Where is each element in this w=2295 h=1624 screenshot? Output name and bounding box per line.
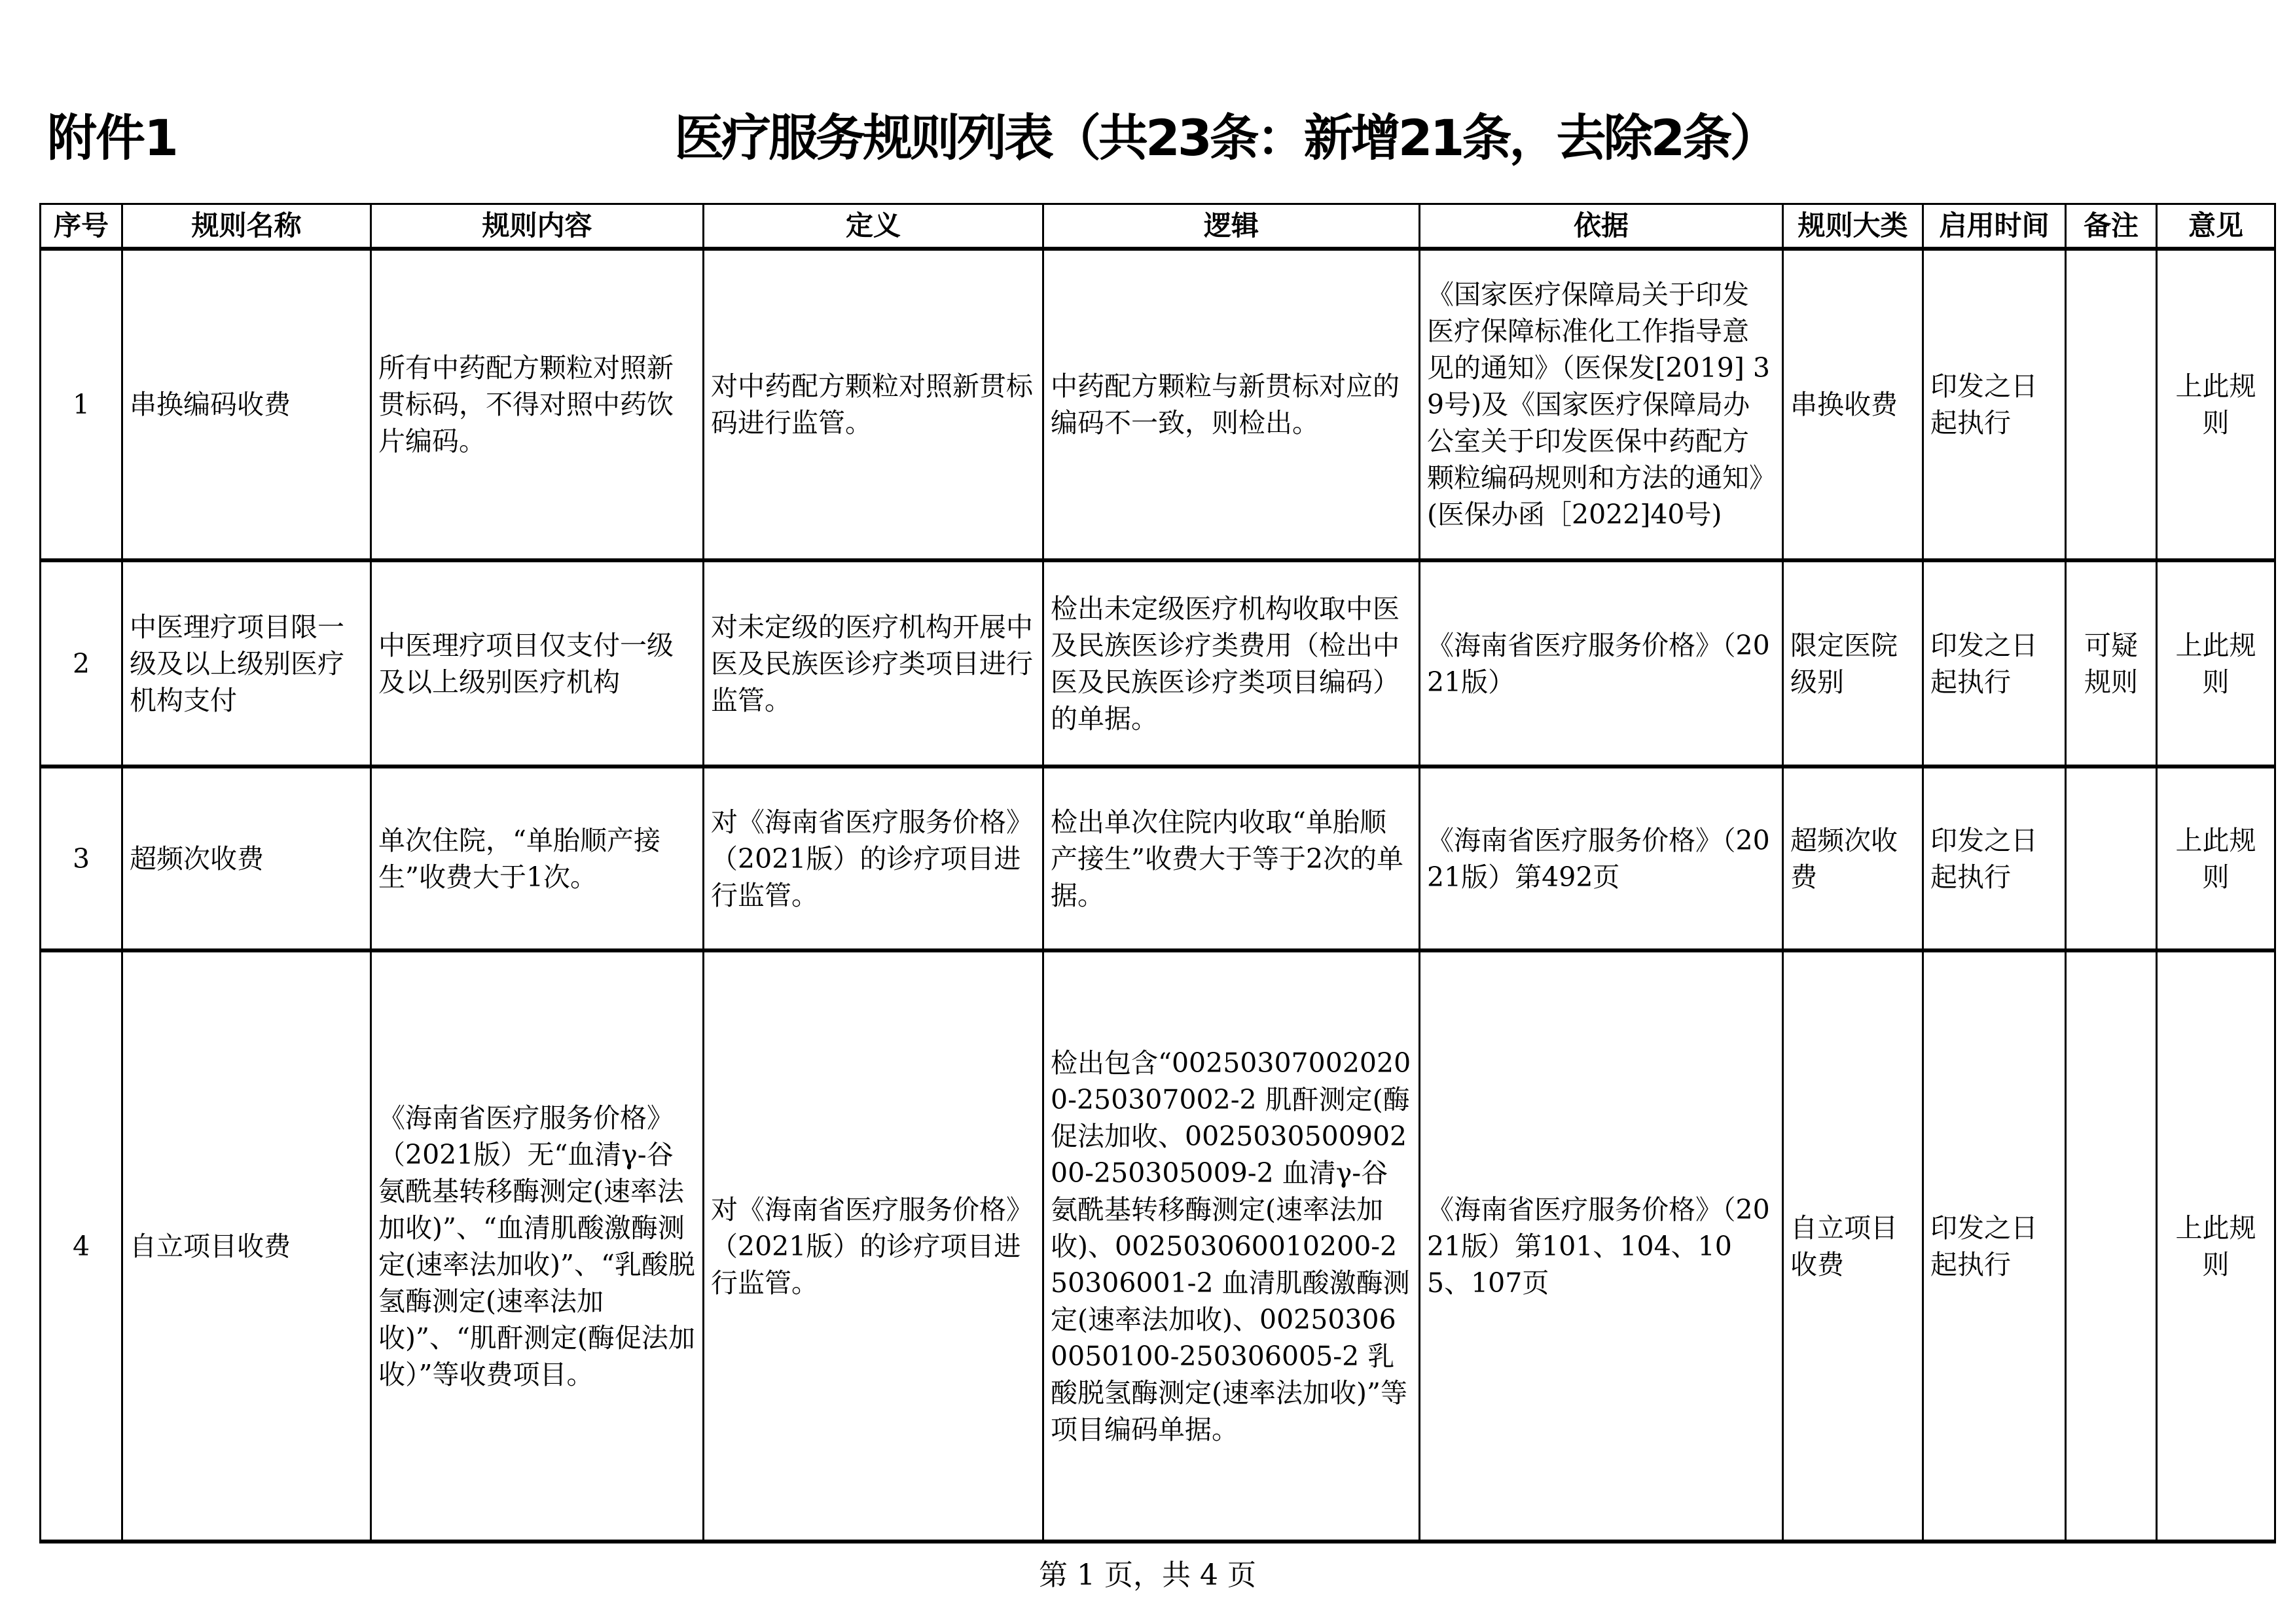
cell-start-time: 印发之日起执行 [1923,249,2066,560]
cell-name: 中医理疗项目限一级及以上级别医疗机构支付 [122,560,371,767]
cell-name: 串换编码收费 [122,249,371,560]
col-header-content: 规则内容 [371,204,704,249]
cell-logic: 检出单次住院内收取“单胎顺产接生”收费大于等于2次的单据。 [1043,767,1420,950]
cell-logic: 中药配方颗粒与新贯标对应的编码不一致，则检出。 [1043,249,1420,560]
col-header-name: 规则名称 [122,204,371,249]
table-row [41,249,2275,560]
col-header-basis: 依据 [1420,204,1783,249]
cell-content: 中医理疗项目仅支付一级及以上级别医疗机构 [371,560,704,767]
cell-start-time: 印发之日起执行 [1923,950,2066,1542]
col-header-logic: 逻辑 [1043,204,1420,249]
cell-basis: 《海南省医疗服务价格》（2021版）第492页 [1420,767,1783,950]
table-row [41,950,2275,1542]
col-header-category: 规则大类 [1783,204,1923,249]
cell-basis: 《海南省医疗服务价格》（2021版）第101、104、105、107页 [1420,950,1783,1542]
table-row [41,560,2275,767]
col-header-no: 序号 [41,204,122,249]
col-header-remark: 备注 [2066,204,2157,249]
cell-name: 超频次收费 [122,767,371,950]
cell-category: 串换收费 [1783,249,1923,560]
cell-definition: 对《海南省医疗服务价格》（2021版）的诊疗项目进行监管。 [704,767,1043,950]
cell-no: 3 [41,767,122,950]
cell-no: 4 [41,950,122,1542]
cell-category: 自立项目收费 [1783,950,1923,1542]
cell-definition: 对《海南省医疗服务价格》（2021版）的诊疗项目进行监管。 [704,950,1043,1542]
col-header-definition: 定义 [704,204,1043,249]
cell-remark [2066,767,2157,950]
cell-content: 所有中药配方颗粒对照新贯标码，不得对照中药饮片编码。 [371,249,704,560]
cell-start-time: 印发之日起执行 [1923,560,2066,767]
cell-name: 自立项目收费 [122,950,371,1542]
cell-remark [2066,249,2157,560]
table-row [41,767,2275,950]
table-header-row [41,204,2275,249]
cell-no: 2 [41,560,122,767]
cell-logic: 检出未定级医疗机构收取中医及民族医诊疗类费用（检出中医及民族医诊疗类项目编码）的单据。 [1043,560,1420,767]
rules-table [39,203,2276,1543]
cell-category: 限定医院级别 [1783,560,1923,767]
cell-no: 1 [41,249,122,560]
cell-start-time: 印发之日起执行 [1923,767,2066,950]
cell-content: 《海南省医疗服务价格》（2021版）无“血清γ-谷氨酰基转移酶测定(速率法加收)”、“血清肌酸激酶测定(速率法加收)”、“乳酸脱氢酶测定(速率法加收)”、“肌酐测定(酶促法加收）”等收费项目。 [371,950,704,1542]
page-title: 医疗服务规则列表（共23条：新增21条，去除2条） [674,109,1777,167]
cell-remark: 可疑规则 [2066,560,2157,767]
cell-opinion: 上此规则 [2157,767,2275,950]
cell-basis: 《国家医疗保障局关于印发医疗保障标准化工作指导意见的通知》（医保发[2019] 39号)及《国家医疗保障局办公室关于印发医保中药配方颗粒编码规则和方法的通知》(医保办函［2022]40号) [1420,249,1783,560]
page-footer: 第 1 页，共 4 页 [1039,1559,1256,1592]
cell-remark [2066,950,2157,1542]
cell-definition: 对未定级的医疗机构开展中医及民族医诊疗类项目进行监管。 [704,560,1043,767]
cell-definition: 对中药配方颗粒对照新贯标码进行监管。 [704,249,1043,560]
col-header-start-time: 启用时间 [1923,204,2066,249]
cell-opinion: 上此规则 [2157,560,2275,767]
cell-content: 单次住院，“单胎顺产接生”收费大于1次。 [371,767,704,950]
col-header-opinion: 意见 [2157,204,2275,249]
attachment-label: 附件1 [47,109,177,167]
cell-opinion: 上此规则 [2157,950,2275,1542]
cell-basis: 《海南省医疗服务价格》（2021版） [1420,560,1783,767]
cell-opinion: 上此规则 [2157,249,2275,560]
cell-logic: 检出包含“002503070020200-250307002-2 肌酐测定(酶促法加收、002503050090200-250305009-2 血清γ-谷氨酰基转移酶测定(速率法加收)、002503060010200-250306001-2 血清肌酸激酶测定(速率法加收)、002503060050100-250306005-2 乳酸脱氢酶测定(速率法加收)”等项目编码单据。 [1043,950,1420,1542]
cell-category: 超频次收费 [1783,767,1923,950]
